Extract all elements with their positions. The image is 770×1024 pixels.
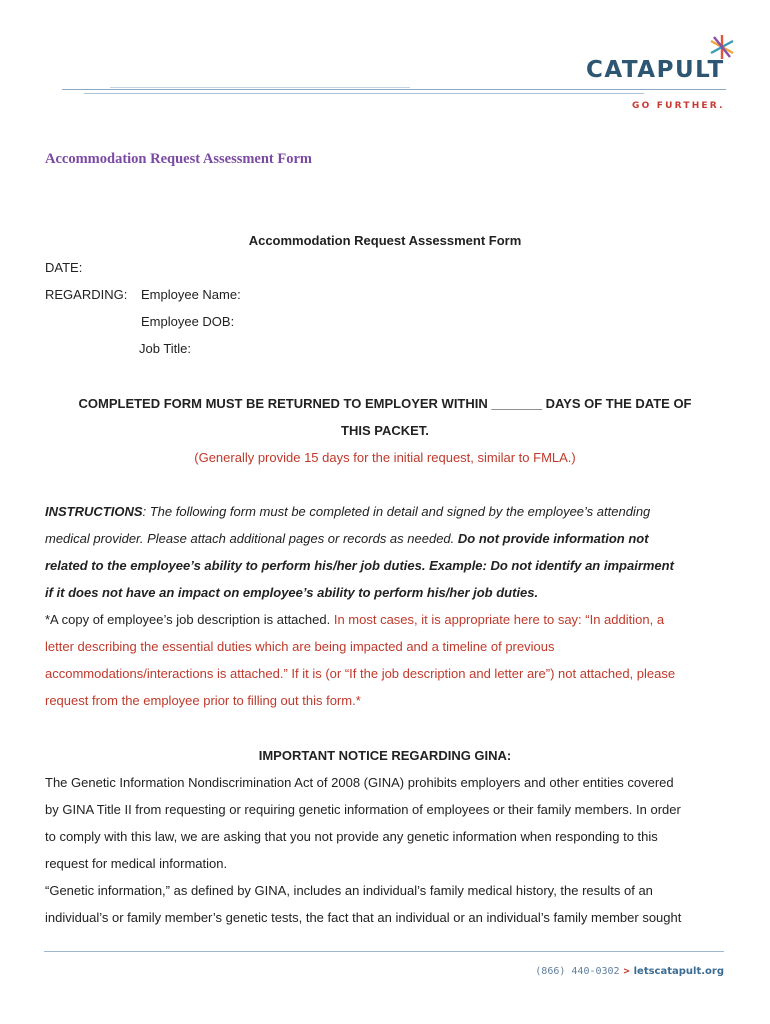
form-heading: Accommodation Request Assessment Form xyxy=(248,233,522,248)
regarding-label: REGARDING: xyxy=(45,287,128,302)
deadline-line-2: THIS PACKET. xyxy=(341,423,429,438)
gina-paragraph-line: request for medical information. xyxy=(45,856,228,871)
job-description-guidance: In most cases, it is appropriate here to say: “In addition, a xyxy=(333,612,665,627)
gina-definition-line: “Genetic information,” as defined by GINA, includes an individual’s family medical history, the results of an xyxy=(45,883,653,898)
header-rule-accent xyxy=(84,93,644,94)
instructions-label: INSTRUCTIONS xyxy=(45,504,143,519)
gina-paragraph-line: to comply with this law, we are asking that you not provide any genetic information when responding to this xyxy=(45,829,658,844)
instructions-line-1 xyxy=(45,504,650,520)
gina-paragraph-line: The Genetic Information Nondiscrimination Act of 2008 (GINA) prohibits employers and other entities covered xyxy=(45,775,674,790)
footer-website-link[interactable]: letscatapult.org xyxy=(633,966,724,977)
footer-phone: (866) 440-0302 xyxy=(535,966,620,977)
instructions-line-5 xyxy=(45,612,664,628)
header-rule xyxy=(62,89,726,90)
job-title-label: Job Title: xyxy=(139,341,192,356)
instructions-guidance-line-8: request from the employee prior to filling out this form.* xyxy=(45,693,361,708)
deadline-note: (Generally provide 15 days for the initial request, similar to FMLA.) xyxy=(194,450,576,465)
instructions-warning-line-4: if it does not have an impact on employee’s ability to perform his/her job duties. xyxy=(45,585,539,600)
date-label: DATE: xyxy=(45,260,83,275)
deadline-line-1: COMPLETED FORM MUST BE RETURNED TO EMPLOYER WITHIN _______ DAYS OF THE DATE OF xyxy=(78,396,692,411)
header-rule-accent-2 xyxy=(110,87,410,88)
tagline: GO FURTHER. xyxy=(632,101,725,111)
gina-definition-line: individual’s or family member’s genetic tests, the fact that an individual or an individual’s family member sought xyxy=(45,910,682,925)
footer-rule xyxy=(44,951,724,952)
instructions-guidance-line-6: letter describing the essential duties which are being impacted and a timeline of previous xyxy=(45,639,555,654)
job-description-note: *A copy of employee’s job description is attached. xyxy=(45,612,334,627)
employee-dob-label: Employee DOB: xyxy=(141,314,235,329)
instructions-text: : The following form must be completed in detail and signed by the employee’s attending xyxy=(142,504,651,519)
instructions-guidance-line-7: accommodations/interactions is attached.” If it is (or “If the job description and letter are”) not attached, please xyxy=(45,666,676,681)
instructions-line-2 xyxy=(45,531,649,547)
footer-contact xyxy=(535,966,724,977)
footer-arrow-icon: > xyxy=(623,966,630,977)
gina-heading: IMPORTANT NOTICE REGARDING GINA: xyxy=(258,748,512,763)
employee-name-label: Employee Name: xyxy=(141,287,241,302)
instructions-warning: Do not provide information not xyxy=(457,531,649,546)
gina-paragraph-line: by GINA Title II from requesting or requiring genetic information of employees or their family members. In order xyxy=(45,802,681,817)
logo-wordmark: CATAPULT xyxy=(586,57,725,83)
instructions-warning-line-3: related to the employee’s ability to perform his/her job duties. Example: Do not identify an impairment xyxy=(45,558,674,573)
instructions-text: medical provider. Please attach additional pages or records as needed. xyxy=(45,531,458,546)
document-title: Accommodation Request Assessment Form xyxy=(45,151,313,167)
